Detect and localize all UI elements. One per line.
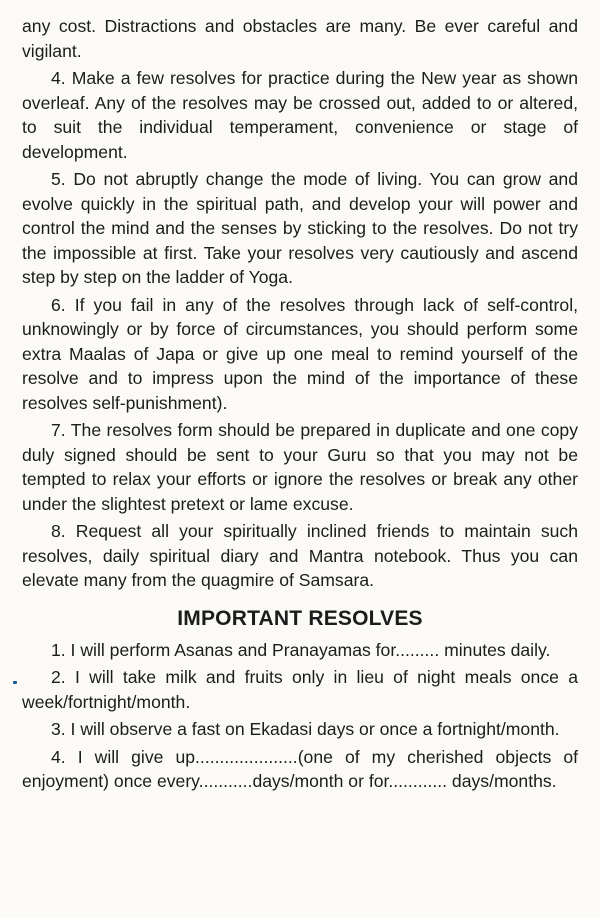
resolve-4: 4. I will give up.....................(one of my cherished objects of enjoyment) once every...........days/month or for............ days/months.	[22, 746, 578, 791]
resolve-3: 3. I will observe a fast on Ekadasi days or once a fortnight/month.	[51, 719, 560, 739]
paragraph-8: 8. Request all your spiritually inclined friends to maintain such resolves, daily spiritual diary and Mantra notebook. Thus you can elevate many from the quagmire of Samsara.	[22, 521, 578, 590]
paragraph-4: 4. Make a few resolves for practice during the New year as shown overleaf. Any of the resolves may be crossed out, added to or altered, to suit the individual temperament, convenience or stage of development.	[22, 68, 578, 162]
paragraph-6: 6. If you fail in any of the resolves through lack of self-control, unknowingly or by force of circumstances, you should perform some extra Maalas of Japa or give up one meal to remind yourself of the resolve and to impress upon the mind of the importance of these resolves self-punishment).	[22, 294, 578, 413]
section-heading: IMPORTANT RESOLVES	[177, 606, 423, 630]
paragraph-5: 5. Do not abruptly change the mode of living. You can grow and evolve quickly in the spiritual path, and develop your will power and control the mind and the senses by sticking to the resolves. Do not try the impossible at first. Take your resolves very cautiously and ascend step by step on the ladder of Yoga.	[22, 169, 578, 287]
paragraph-7: 7. The resolves form should be prepared in duplicate and one copy duly signed should be sent to your Guru so that you may not be tempted to relax your efforts or ignore the resolves or break any other under the slightest pretext or lame excuse.	[22, 420, 578, 514]
ink-dot-mark	[13, 681, 17, 684]
lead-paragraph: any cost. Distractions and obstacles are many. Be ever careful and vigilant.	[22, 16, 578, 61]
resolve-2: 2. I will take milk and fruits only in lieu of night meals once a week/fortnight/month.	[22, 667, 578, 712]
resolve-1: 1. I will perform Asanas and Pranayamas for......... minutes daily.	[51, 639, 551, 660]
